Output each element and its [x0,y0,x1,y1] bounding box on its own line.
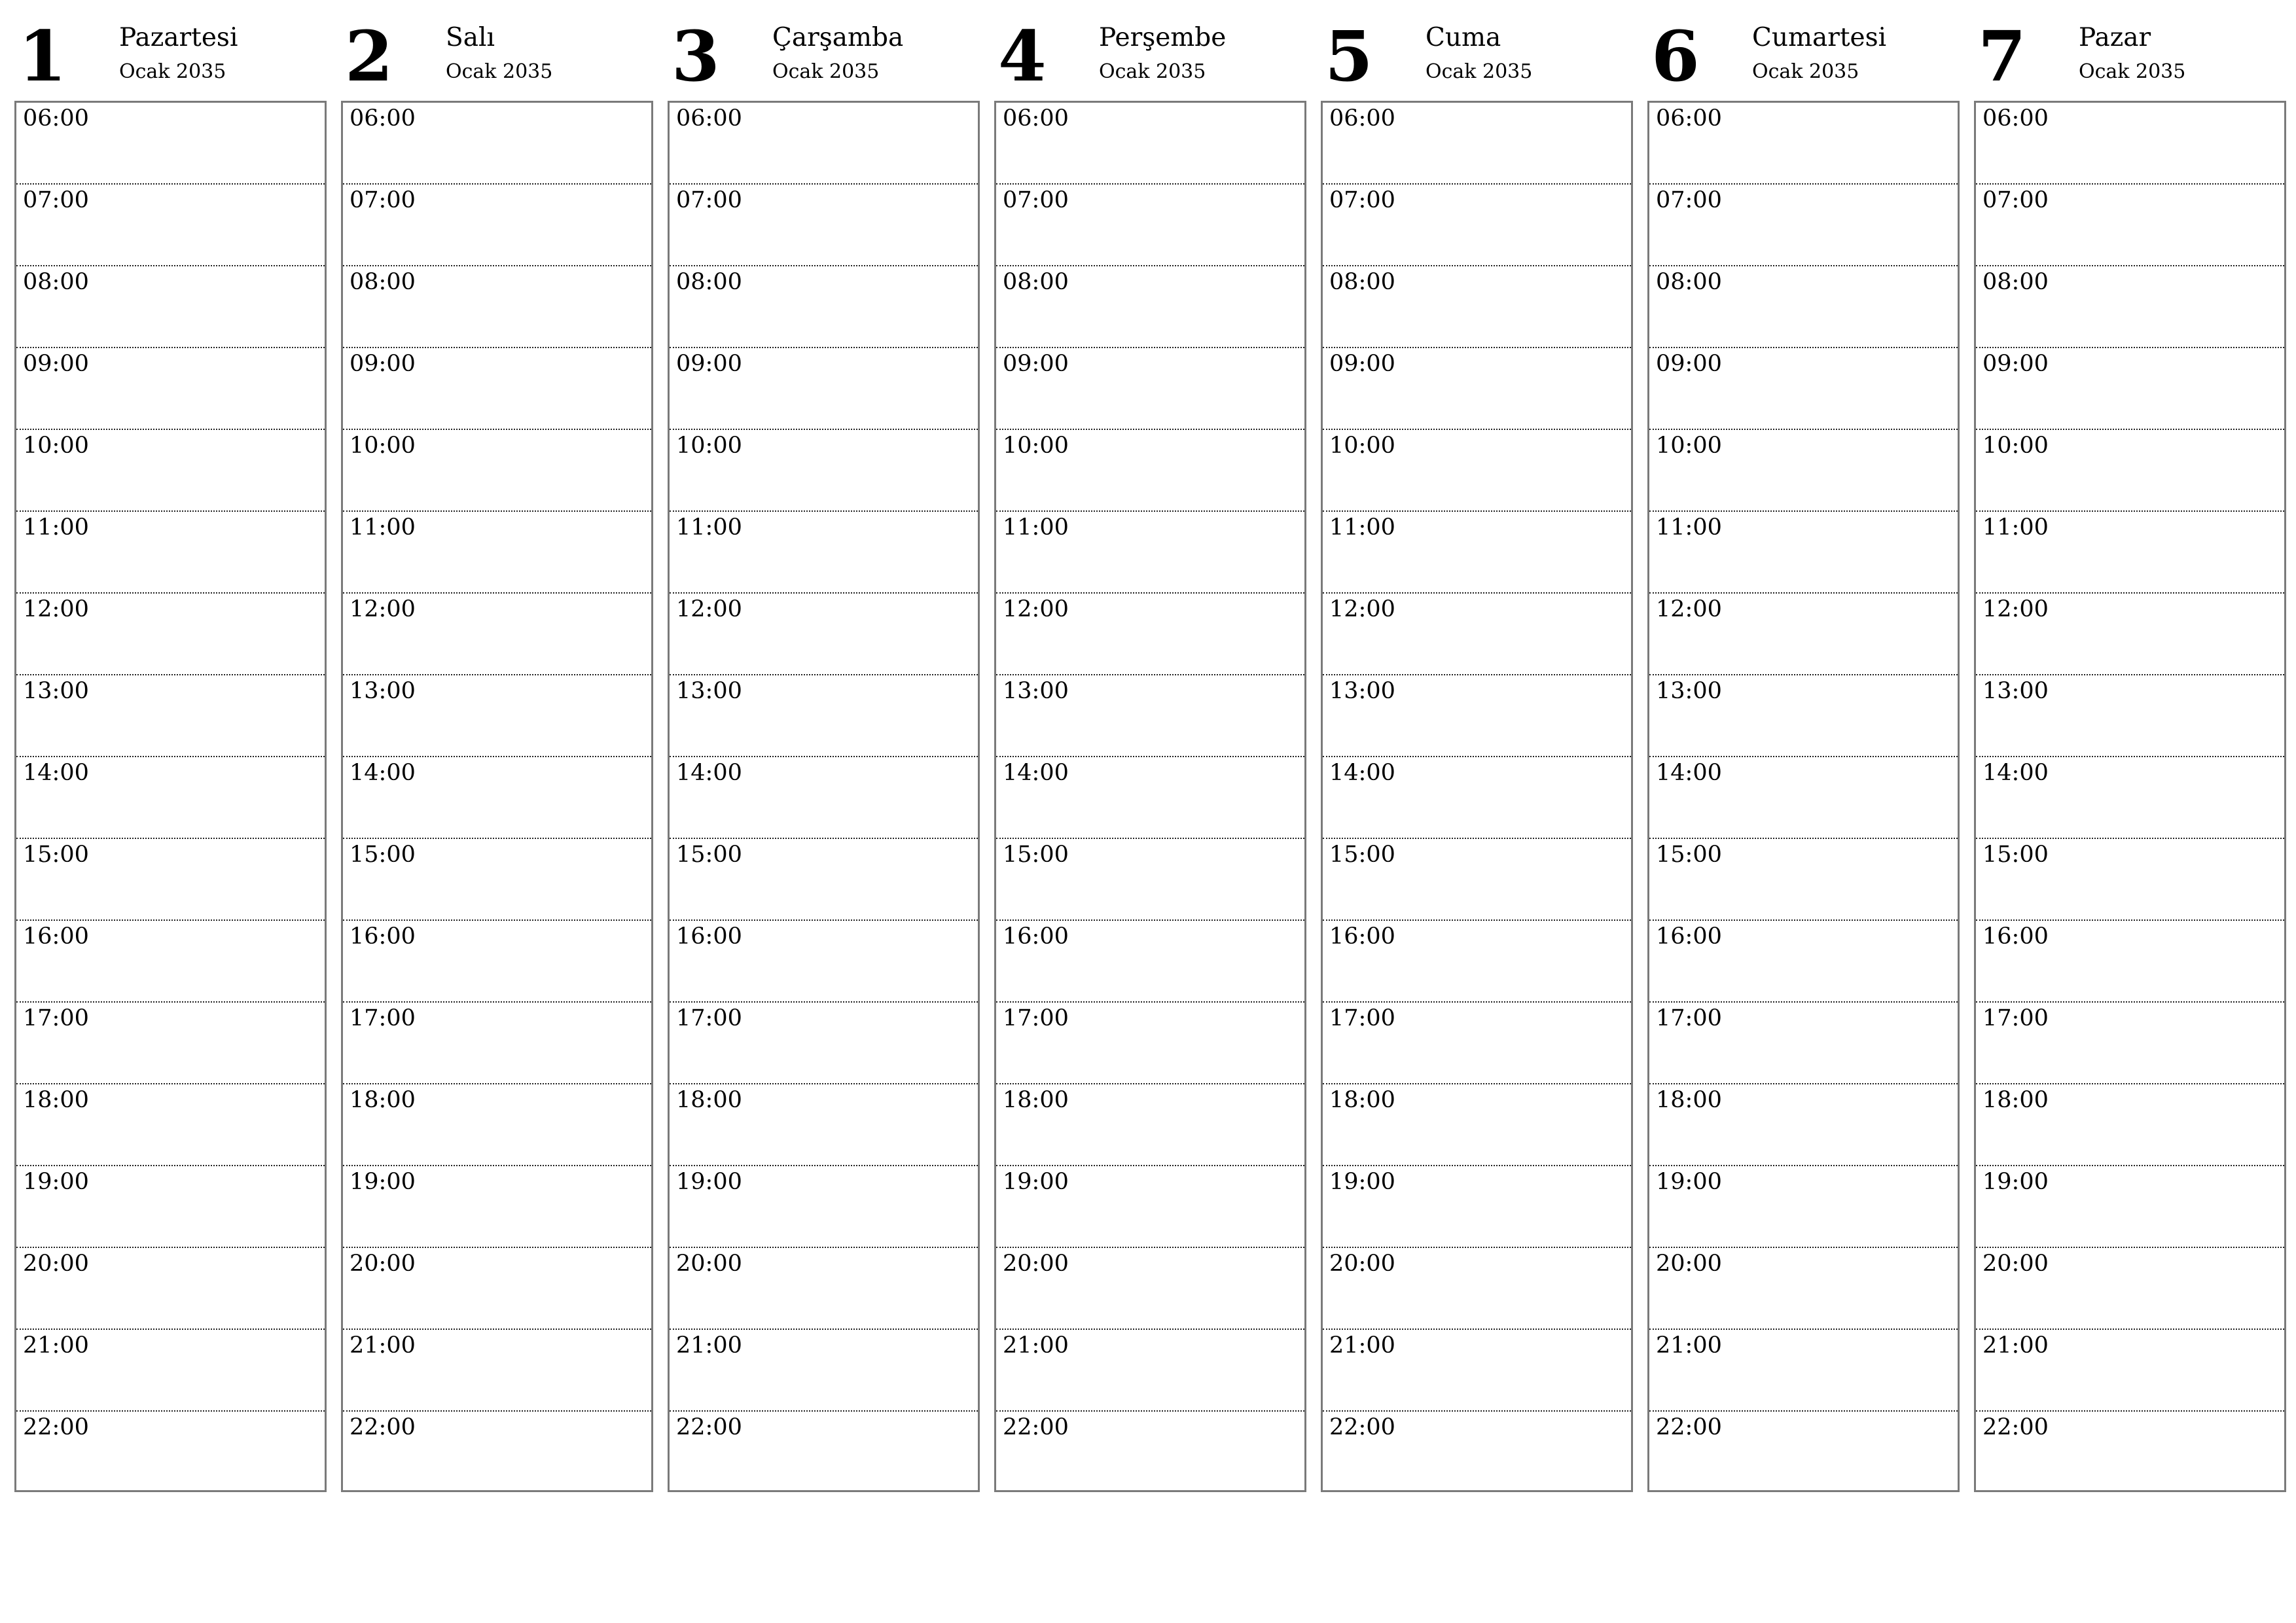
day-schedule-box [1974,101,2286,1492]
time-label: 18:00 [676,1087,742,1113]
time-slot[interactable] [996,921,1304,1003]
time-label: 10:00 [1982,433,2049,459]
time-label: 07:00 [1003,187,1069,213]
day-number: 4 [998,15,1047,97]
time-slot[interactable] [343,185,651,266]
time-slot[interactable] [1323,1166,1631,1248]
time-slot[interactable] [996,185,1304,266]
time-label: 13:00 [1656,678,1722,704]
time-slot[interactable] [1976,185,2284,266]
time-label: 13:00 [1329,678,1395,704]
time-label: 08:00 [1329,269,1395,295]
time-label: 16:00 [1656,923,1722,950]
time-slot[interactable] [16,1330,325,1412]
time-label: 09:00 [1003,351,1069,377]
time-slot[interactable] [1323,1003,1631,1084]
time-label: 18:00 [350,1087,416,1113]
time-slot[interactable] [996,1248,1304,1330]
time-slot[interactable] [1649,1084,1958,1166]
month-year: Ocak 2035 [1752,60,1859,83]
day-schedule-box [1647,101,1960,1492]
day-number: 6 [1651,15,1700,97]
time-slot[interactable] [343,348,651,430]
time-label: 07:00 [1656,187,1722,213]
time-label: 10:00 [1656,433,1722,459]
time-slot[interactable] [1323,266,1631,348]
time-slot[interactable] [343,430,651,512]
time-label: 15:00 [1656,842,1722,868]
time-label: 07:00 [23,187,89,213]
time-slot[interactable] [1649,921,1958,1003]
time-slot[interactable] [670,839,978,921]
time-slot[interactable] [343,1003,651,1084]
time-slot[interactable] [343,1248,651,1330]
time-slot[interactable] [996,430,1304,512]
time-label: 11:00 [1329,514,1395,541]
time-slot[interactable] [996,103,1304,185]
day-schedule-box [668,101,980,1492]
time-label: 20:00 [1656,1251,1722,1277]
time-slot[interactable] [16,348,325,430]
time-slot[interactable] [1649,430,1958,512]
time-label: 21:00 [1329,1332,1395,1359]
time-label: 18:00 [1982,1087,2049,1113]
time-slot[interactable] [1323,103,1631,185]
time-label: 22:00 [1656,1414,1722,1440]
time-label: 08:00 [676,269,742,295]
time-label: 09:00 [1982,351,2049,377]
time-slot[interactable] [1649,757,1958,839]
time-slot[interactable] [996,757,1304,839]
time-slot[interactable] [1323,348,1631,430]
time-label: 06:00 [1003,105,1069,132]
day-number: 5 [1325,15,1373,97]
time-slot[interactable] [670,1248,978,1330]
time-slot[interactable] [16,103,325,185]
time-label: 11:00 [1656,514,1722,541]
month-year: Ocak 2035 [446,60,553,83]
time-slot[interactable] [670,185,978,266]
time-slot[interactable] [1323,757,1631,839]
day-name: Cumartesi [1752,23,1887,52]
time-label: 15:00 [676,842,742,868]
day-number: 7 [1978,15,2026,97]
time-slot[interactable] [1323,594,1631,675]
time-slot[interactable] [670,1412,978,1493]
day-column [341,15,653,1492]
time-slot[interactable] [1976,512,2284,594]
time-label: 08:00 [23,269,89,295]
time-label: 18:00 [1656,1087,1722,1113]
time-slot[interactable] [670,921,978,1003]
time-slot[interactable] [1649,266,1958,348]
time-label: 19:00 [676,1169,742,1195]
time-label: 12:00 [23,596,89,622]
time-label: 21:00 [23,1332,89,1359]
time-label: 13:00 [23,678,89,704]
day-number: 1 [18,15,67,97]
time-label: 22:00 [350,1414,416,1440]
time-slot[interactable] [670,512,978,594]
time-label: 17:00 [1656,1005,1722,1031]
time-label: 18:00 [1003,1087,1069,1113]
time-label: 22:00 [1329,1414,1395,1440]
time-slot[interactable] [1976,103,2284,185]
time-label: 15:00 [1982,842,2049,868]
day-column [668,15,980,1492]
time-slot[interactable] [670,594,978,675]
time-label: 09:00 [23,351,89,377]
time-label: 11:00 [676,514,742,541]
time-label: 13:00 [1982,678,2049,704]
time-slot[interactable] [1976,594,2284,675]
time-label: 21:00 [1003,1332,1069,1359]
time-label: 12:00 [350,596,416,622]
day-header [341,15,653,101]
time-label: 22:00 [1982,1414,2049,1440]
time-label: 20:00 [23,1251,89,1277]
day-header [1974,15,2286,101]
day-column [1974,15,2286,1492]
time-slot[interactable] [1976,675,2284,757]
day-name: Pazar [2079,23,2151,52]
time-label: 18:00 [23,1087,89,1113]
time-label: 16:00 [350,923,416,950]
time-slot[interactable] [343,757,651,839]
time-slot[interactable] [996,1412,1304,1493]
time-label: 16:00 [1329,923,1395,950]
day-schedule-box [1321,101,1633,1492]
time-slot[interactable] [1976,757,2284,839]
time-slot[interactable] [1649,839,1958,921]
time-slot[interactable] [670,430,978,512]
time-slot[interactable] [343,266,651,348]
time-slot[interactable] [16,1412,325,1493]
time-label: 12:00 [1003,596,1069,622]
time-slot[interactable] [1649,512,1958,594]
time-label: 20:00 [1982,1251,2049,1277]
time-label: 21:00 [1982,1332,2049,1359]
time-slot[interactable] [670,1330,978,1412]
time-slot[interactable] [1976,266,2284,348]
day-column [994,15,1306,1492]
time-label: 15:00 [1003,842,1069,868]
time-label: 11:00 [350,514,416,541]
day-schedule-box [341,101,653,1492]
month-year: Ocak 2035 [2079,60,2186,83]
time-label: 16:00 [676,923,742,950]
time-label: 09:00 [1656,351,1722,377]
time-slot[interactable] [343,594,651,675]
time-slot[interactable] [1323,1412,1631,1493]
time-slot[interactable] [996,675,1304,757]
time-label: 08:00 [1656,269,1722,295]
time-label: 12:00 [1329,596,1395,622]
time-slot[interactable] [343,512,651,594]
time-slot[interactable] [16,266,325,348]
time-slot[interactable] [343,103,651,185]
time-slot[interactable] [1649,103,1958,185]
time-slot[interactable] [996,1166,1304,1248]
time-label: 09:00 [350,351,416,377]
time-label: 11:00 [1003,514,1069,541]
time-label: 10:00 [676,433,742,459]
time-slot[interactable] [1649,348,1958,430]
month-year: Ocak 2035 [1426,60,1533,83]
time-label: 11:00 [1982,514,2049,541]
time-slot[interactable] [1323,1330,1631,1412]
time-slot[interactable] [1976,839,2284,921]
time-slot[interactable] [996,1330,1304,1412]
time-label: 21:00 [350,1332,416,1359]
time-slot[interactable] [16,839,325,921]
time-slot[interactable] [343,1330,651,1412]
day-header [994,15,1306,101]
time-slot[interactable] [1323,1084,1631,1166]
time-label: 15:00 [23,842,89,868]
time-slot[interactable] [343,921,651,1003]
time-label: 14:00 [676,760,742,786]
time-label: 08:00 [1003,269,1069,295]
time-slot[interactable] [1649,185,1958,266]
time-label: 17:00 [350,1005,416,1031]
time-label: 19:00 [1329,1169,1395,1195]
time-label: 19:00 [1982,1169,2049,1195]
time-label: 06:00 [676,105,742,132]
time-slot[interactable] [16,757,325,839]
time-label: 06:00 [1329,105,1395,132]
time-slot[interactable] [670,757,978,839]
time-slot[interactable] [670,266,978,348]
time-label: 17:00 [676,1005,742,1031]
time-label: 10:00 [1003,433,1069,459]
time-label: 21:00 [1656,1332,1722,1359]
time-label: 19:00 [350,1169,416,1195]
time-label: 22:00 [1003,1414,1069,1440]
time-slot[interactable] [1976,1166,2284,1248]
time-label: 20:00 [350,1251,416,1277]
time-label: 19:00 [1003,1169,1069,1195]
time-slot[interactable] [16,185,325,266]
time-label: 07:00 [676,187,742,213]
day-name: Salı [446,23,495,52]
day-schedule-box [994,101,1306,1492]
day-column [1321,15,1633,1492]
time-slot[interactable] [1323,185,1631,266]
time-slot[interactable] [16,594,325,675]
time-label: 09:00 [676,351,742,377]
month-year: Ocak 2035 [772,60,880,83]
time-slot[interactable] [1323,430,1631,512]
day-schedule-box [14,101,327,1492]
day-number: 2 [345,15,393,97]
day-name: Pazartesi [119,23,238,52]
time-slot[interactable] [343,675,651,757]
time-slot[interactable] [1976,430,2284,512]
time-label: 17:00 [1003,1005,1069,1031]
day-column [1647,15,1960,1492]
time-label: 06:00 [350,105,416,132]
weekly-planner [14,15,2289,1492]
time-slot[interactable] [996,512,1304,594]
time-label: 14:00 [1982,760,2049,786]
day-header [1647,15,1960,101]
time-slot[interactable] [1976,348,2284,430]
time-label: 21:00 [676,1332,742,1359]
time-slot[interactable] [1649,1412,1958,1493]
time-label: 11:00 [23,514,89,541]
time-slot[interactable] [1976,1248,2284,1330]
time-label: 19:00 [23,1169,89,1195]
day-name: Cuma [1426,23,1501,52]
time-slot[interactable] [1976,1412,2284,1493]
time-label: 10:00 [23,433,89,459]
time-label: 07:00 [1982,187,2049,213]
time-label: 20:00 [1003,1251,1069,1277]
time-label: 08:00 [350,269,416,295]
time-slot[interactable] [996,348,1304,430]
time-slot[interactable] [1323,1248,1631,1330]
time-slot[interactable] [996,594,1304,675]
time-label: 14:00 [1003,760,1069,786]
time-label: 06:00 [23,105,89,132]
time-label: 17:00 [1982,1005,2049,1031]
time-slot[interactable] [996,839,1304,921]
time-label: 22:00 [23,1414,89,1440]
time-slot[interactable] [343,1412,651,1493]
time-label: 07:00 [1329,187,1395,213]
time-slot[interactable] [996,1084,1304,1166]
time-label: 09:00 [1329,351,1395,377]
time-slot[interactable] [670,1166,978,1248]
time-label: 13:00 [1003,678,1069,704]
time-label: 13:00 [676,678,742,704]
time-label: 15:00 [1329,842,1395,868]
time-label: 17:00 [1329,1005,1395,1031]
month-year: Ocak 2035 [1099,60,1206,83]
time-slot[interactable] [16,1084,325,1166]
time-label: 14:00 [350,760,416,786]
time-slot[interactable] [670,1084,978,1166]
time-label: 16:00 [1982,923,2049,950]
day-number: 3 [672,15,720,97]
time-slot[interactable] [1649,675,1958,757]
time-slot[interactable] [1649,1003,1958,1084]
time-slot[interactable] [670,348,978,430]
time-slot[interactable] [1649,1248,1958,1330]
time-slot[interactable] [1976,1084,2284,1166]
time-slot[interactable] [16,921,325,1003]
time-slot[interactable] [670,103,978,185]
day-header [668,15,980,101]
time-label: 06:00 [1656,105,1722,132]
time-slot[interactable] [16,430,325,512]
day-column [14,15,327,1492]
time-label: 15:00 [350,842,416,868]
time-slot[interactable] [1649,1166,1958,1248]
time-label: 20:00 [1329,1251,1395,1277]
time-label: 16:00 [23,923,89,950]
time-label: 10:00 [350,433,416,459]
time-label: 12:00 [676,596,742,622]
time-slot[interactable] [1976,921,2284,1003]
day-name: Perşembe [1099,23,1227,52]
time-slot[interactable] [1323,921,1631,1003]
day-header [1321,15,1633,101]
time-slot[interactable] [16,675,325,757]
time-slot[interactable] [670,675,978,757]
time-label: 17:00 [23,1005,89,1031]
time-label: 08:00 [1982,269,2049,295]
time-label: 13:00 [350,678,416,704]
time-label: 07:00 [350,187,416,213]
time-slot[interactable] [343,1166,651,1248]
time-slot[interactable] [1649,1330,1958,1412]
time-slot[interactable] [1323,839,1631,921]
month-year: Ocak 2035 [119,60,226,83]
day-name: Çarşamba [772,23,904,52]
time-slot[interactable] [996,1003,1304,1084]
time-label: 10:00 [1329,433,1395,459]
time-slot[interactable] [1649,594,1958,675]
day-header [14,15,327,101]
time-label: 20:00 [676,1251,742,1277]
time-label: 19:00 [1656,1169,1722,1195]
time-label: 22:00 [676,1414,742,1440]
time-slot[interactable] [16,1248,325,1330]
time-slot[interactable] [670,1003,978,1084]
time-slot[interactable] [996,266,1304,348]
time-slot[interactable] [343,839,651,921]
time-slot[interactable] [1976,1003,2284,1084]
time-slot[interactable] [343,1084,651,1166]
time-label: 18:00 [1329,1087,1395,1113]
time-slot[interactable] [16,1003,325,1084]
time-label: 16:00 [1003,923,1069,950]
time-slot[interactable] [1323,512,1631,594]
time-label: 14:00 [1656,760,1722,786]
time-label: 14:00 [1329,760,1395,786]
time-label: 12:00 [1982,596,2049,622]
time-label: 12:00 [1656,596,1722,622]
time-label: 06:00 [1982,105,2049,132]
time-slot[interactable] [16,512,325,594]
time-slot[interactable] [1976,1330,2284,1412]
time-slot[interactable] [16,1166,325,1248]
time-label: 14:00 [23,760,89,786]
time-slot[interactable] [1323,675,1631,757]
